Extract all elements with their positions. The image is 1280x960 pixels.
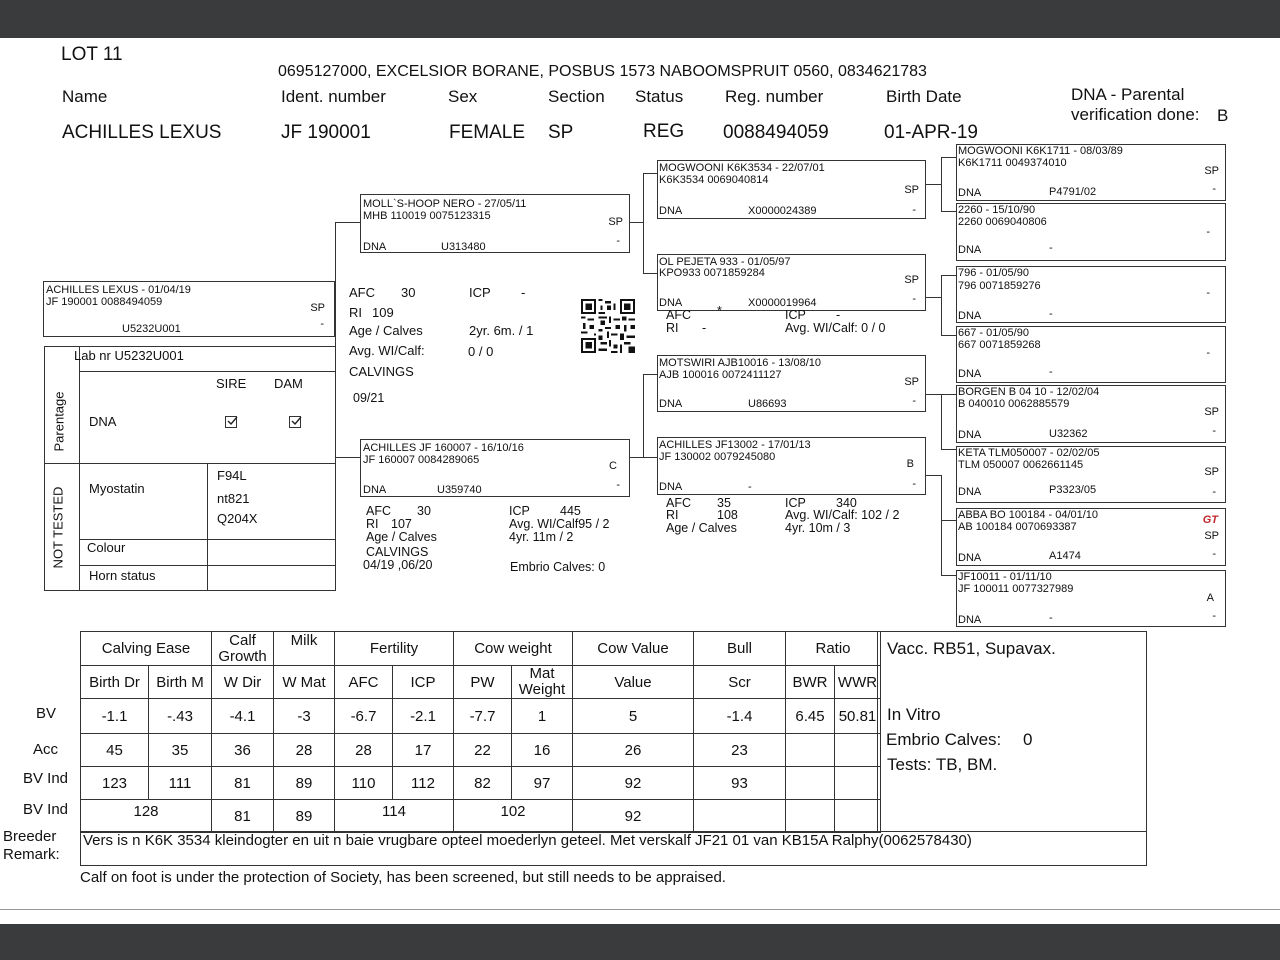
self-title: ACHILLES LEXUS - 01/04/19 [46, 284, 191, 296]
myostatin-f94l: F94L [217, 468, 247, 483]
lot-number: LOT 11 [61, 44, 123, 65]
ggp-dash: - [1212, 183, 1216, 195]
ind2-wwr [835, 800, 881, 833]
breeder-remark-label-1: Breeder [3, 828, 57, 845]
ggp-ids: B 040010 0062885579 [958, 398, 1070, 410]
gp-ids: AJB 100016 0072411127 [659, 369, 782, 381]
dam-ri-label: RI [366, 517, 379, 531]
gp-dna-label: DNA [659, 398, 683, 410]
gp-section: B [906, 458, 914, 470]
ggp-dna-label: DNA [958, 552, 982, 564]
bv-cell: 50.81 [835, 699, 881, 734]
col-birth-dr: Birth Dr [81, 666, 149, 699]
ind-cell: 97 [512, 767, 573, 800]
acc-cell: 16 [512, 734, 573, 767]
dam-age-value: 4yr. 11m / 2 [509, 530, 574, 544]
gp-dna: - [748, 481, 752, 493]
header-name: Name [62, 87, 108, 106]
embrio-calves-label: Embrio Calves: [886, 730, 1002, 749]
ind2-milk: 89 [274, 800, 335, 833]
qr-code [581, 299, 635, 353]
lab-number: Lab nr U5232U001 [74, 348, 184, 363]
col-birth-m: Birth M [149, 666, 212, 699]
ind-cell: 110 [335, 767, 393, 800]
ggp-box-4[interactable] [956, 326, 1226, 383]
dam-dna: U359740 [437, 484, 482, 496]
in-vitro-note: In Vitro [887, 705, 941, 724]
ggp-box-2[interactable] [956, 203, 1226, 261]
group-bull: Bull [694, 632, 786, 666]
ggp-dna-label: DNA [958, 429, 982, 441]
col-w-mat: W Mat [274, 666, 335, 699]
group-cow-weight: Cow weight [454, 632, 573, 666]
ggp-dna-label: DNA [958, 244, 982, 256]
self-afc-label: AFC [349, 285, 375, 300]
ggp-dna: - [1049, 612, 1053, 624]
bv-cell: -1.1 [81, 699, 149, 734]
sire-section: SP [608, 216, 623, 228]
ggp-box-3[interactable] [956, 266, 1226, 323]
gp-title: OL PEJETA 933 - 01/05/97 [659, 256, 791, 268]
gp3-icp-value: 340 [836, 496, 857, 510]
ggp-title: BORGEN B 04 10 - 12/02/04 [958, 386, 1100, 398]
ind2-calf-growth: 81 [212, 800, 274, 833]
ggp-ids: 2260 0069040806 [958, 216, 1047, 228]
ggp-section: SP [1204, 165, 1219, 177]
ggp-ids: K6K1711 0049374010 [958, 157, 1067, 169]
ggp-dash: - [1206, 347, 1210, 359]
dam-calvings-value: 04/19 ,06/20 [363, 558, 433, 572]
header-birth: Birth Date [886, 87, 962, 106]
bv-cell: 6.45 [786, 699, 835, 734]
row-label-acc: Acc [33, 741, 59, 758]
breeder-contact: 0695127000, EXCELSIOR BORANE, POSBUS 1573 NABOOMSPRUIT 0560, 0834621783 [278, 63, 927, 80]
ggp-dash: - [1212, 425, 1216, 437]
ind-cell [835, 767, 881, 800]
dna-row-label: DNA [89, 414, 117, 429]
gp-dna-label: DNA [659, 481, 683, 493]
self-icp-value: - [521, 285, 526, 300]
self-dna: U5232U001 [122, 323, 181, 335]
sire-box[interactable] [360, 194, 630, 253]
sire-ids: MHB 110019 0075123315 [363, 210, 491, 222]
gp3-afc-value: 35 [717, 496, 731, 510]
ggp-title: ABBA BO 100184 - 04/01/10 [958, 509, 1099, 521]
dam-dna-checkbox [289, 416, 301, 428]
ind-cell: 123 [81, 767, 149, 800]
dna-verification-value: B [1217, 106, 1229, 125]
ggp-box-6[interactable] [956, 446, 1226, 503]
group-calving-ease: Calving Ease [81, 632, 212, 666]
ggp-ids: 796 0071859276 [958, 280, 1041, 292]
bv-cell: 1 [512, 699, 573, 734]
gp-box-2[interactable] [657, 254, 926, 311]
ggp-gt-mark: GT [1202, 514, 1218, 526]
ggp-section: SP [1204, 406, 1219, 418]
header-ident: Ident. number [281, 87, 386, 106]
header-sex: Sex [448, 87, 478, 106]
self-calvings-label: CALVINGS [349, 364, 414, 379]
bv-cell: -3 [274, 699, 335, 734]
acc-cell: 28 [274, 734, 335, 767]
ggp-dna: - [1049, 242, 1053, 254]
gp3-age-label: Age / Calves [666, 521, 737, 535]
ggp-dna: - [1049, 308, 1053, 320]
tests-note: Tests: TB, BM. [887, 755, 998, 774]
sire-dna: U313480 [441, 241, 486, 253]
embrio-calves-value: 0 [1023, 730, 1033, 749]
self-age-label: Age / Calves [349, 323, 423, 338]
ind2-calving-ease: 128 [81, 800, 212, 833]
ggp-dash: - [1212, 610, 1216, 622]
ggp-title: JF10011 - 01/11/10 [958, 571, 1052, 583]
dam-icp-value: 445 [560, 504, 581, 518]
ggp-box-1[interactable] [956, 144, 1226, 201]
bv-cell: -7.7 [454, 699, 512, 734]
self-calvings-value: 09/21 [353, 391, 385, 405]
ggp-section: SP [1204, 530, 1219, 542]
animal-status: REG [643, 121, 685, 142]
ind-cell [786, 767, 835, 800]
bottom-bar [0, 924, 1280, 960]
bv-cell: -2.1 [393, 699, 454, 734]
header-section: Section [548, 87, 605, 106]
ggp-dna: A1474 [1049, 550, 1081, 562]
gp-ids: KPO933 0071859284 [659, 267, 765, 279]
not-tested-label: NOT TESTED [50, 486, 66, 569]
ggp-dna-label: DNA [958, 486, 982, 498]
col-w-dir: W Dir [212, 666, 274, 699]
self-ids: JF 190001 0088494059 [46, 296, 163, 308]
dam-ri-value: 107 [391, 517, 412, 531]
acc-cell: 26 [573, 734, 694, 767]
bv-cell: -1.4 [694, 699, 786, 734]
bv-cell: 5 [573, 699, 694, 734]
header-dna-2: verification done: [1071, 105, 1200, 124]
ind2-fertility: 114 [335, 800, 454, 833]
gp1-icp-label: ICP [785, 308, 806, 322]
animal-reg: 0088494059 [723, 122, 829, 143]
dam-title: ACHILLES JF 160007 - 16/10/16 [363, 442, 524, 454]
bv-cell: -6.7 [335, 699, 393, 734]
vaccination-note: Vacc. RB51, Supavax. [887, 639, 1056, 658]
ind-cell: 93 [694, 767, 786, 800]
self-afc-value: 30 [401, 285, 416, 300]
acc-cell: 22 [454, 734, 512, 767]
animal-ident: JF 190001 [281, 122, 371, 143]
breeding-values-table [80, 631, 881, 833]
dam-box[interactable] [360, 439, 630, 497]
gp-dash: - [912, 204, 916, 216]
ggp-dna: U32362 [1049, 428, 1088, 440]
ind-cell: 81 [212, 767, 274, 800]
gp-dna: X0000019964 [748, 297, 817, 309]
acc-cell: 35 [149, 734, 212, 767]
ggp-dna-label: DNA [958, 187, 982, 199]
dam-ids: JF 160007 0084289065 [363, 454, 480, 466]
gp3-wi: Avg. WI/Calf: 102 / 2 [785, 508, 900, 522]
side-notes-box [877, 631, 1147, 832]
ggp-title: MOGWOONI K6K1711 - 08/03/89 [958, 145, 1123, 157]
breeder-remark-label-2: Remark: [3, 846, 60, 863]
gp-section: SP [904, 376, 919, 388]
animal-birth: 01-APR-19 [884, 122, 978, 143]
gp-box-1[interactable] [657, 160, 926, 219]
acc-cell [835, 734, 881, 767]
dam-dna-label: DNA [363, 484, 387, 496]
dam-column-label: DAM [274, 376, 303, 391]
sire-dash: - [616, 235, 620, 247]
gp1-ri-value: - [702, 321, 707, 335]
gp1-icp-value: - [836, 308, 841, 322]
ggp-dna-label: DNA [958, 368, 982, 380]
group-fertility: Fertility [335, 632, 454, 666]
ind-cell: 111 [149, 767, 212, 800]
col-mat-weight: Mat Weight [512, 666, 573, 699]
ggp-dna-label: DNA [958, 310, 982, 322]
col-icp: ICP [393, 666, 454, 699]
self-age-value: 2yr. 6m. / 1 [469, 323, 534, 338]
self-section: SP [310, 302, 325, 314]
ggp-dash: - [1206, 226, 1210, 238]
col-scr: Scr [694, 666, 786, 699]
ggp-section: SP [1204, 466, 1219, 478]
ind2-bwr [786, 800, 835, 833]
breeder-remark-text: Vers is n K6K 3534 kleindogter en uit n baie vrugbare opteel moederlyn geteel. Met verskalf JF21 01 van KB15A Ralphy(0062578430) [83, 832, 972, 849]
myostatin-q204x: Q204X [217, 511, 258, 526]
ind2-cow-value: 92 [573, 800, 694, 833]
header-status: Status [635, 87, 684, 106]
acc-cell: 36 [212, 734, 274, 767]
group-calf-growth: Calf Growth [212, 632, 274, 666]
gp3-ri-label: RI [666, 508, 679, 522]
ggp-ids: 667 0071859268 [958, 339, 1041, 351]
ggp-dna: P3323/05 [1049, 484, 1097, 496]
horn-status-label: Horn status [89, 568, 156, 583]
ind-cell: 92 [573, 767, 694, 800]
myostatin-label: Myostatin [89, 481, 145, 496]
acc-cell: 17 [393, 734, 454, 767]
gp-dna: X0000024389 [748, 205, 817, 217]
header-reg: Reg. number [725, 87, 824, 106]
gp3-icp-label: ICP [785, 496, 806, 510]
gp-title: MOTSWIRI AJB10016 - 13/08/10 [659, 357, 822, 369]
col-pw: PW [454, 666, 512, 699]
ggp-box-5[interactable] [956, 385, 1226, 443]
bv-cell: -4.1 [212, 699, 274, 734]
acc-cell [786, 734, 835, 767]
footer-note: Calf on foot is under the protection of Society, has been screened, but still needs to be appraised. [80, 869, 726, 886]
dam-calvings-label: CALVINGS [366, 545, 429, 559]
gp-box-4[interactable] [657, 437, 926, 495]
ggp-ids: JF 100011 0077327989 [958, 583, 1074, 595]
acc-cell: 45 [81, 734, 149, 767]
group-milk: Milk [274, 632, 335, 666]
col-value: Value [573, 666, 694, 699]
ggp-ids: TLM 050007 0062661145 [958, 459, 1084, 471]
gp-ids: K6K3534 0069040814 [659, 174, 769, 186]
sire-dna-label: DNA [363, 241, 387, 253]
sire-dna-checkbox [225, 416, 237, 428]
col-bwr: BWR [786, 666, 835, 699]
gp-dna-label: DNA [659, 297, 683, 309]
self-wi-label: Avg. WI/Calf: [349, 343, 425, 358]
self-icp-label: ICP [469, 285, 491, 300]
row-label-bv-ind-combined: BV Ind [23, 801, 69, 818]
ggp-box-8[interactable] [956, 570, 1226, 627]
group-ratio: Ratio [786, 632, 881, 666]
row-label-bv-ind: BV Ind [23, 770, 69, 787]
dam-section: C [609, 460, 617, 472]
dam-wi: Avg. WI/Calf95 / 2 [509, 517, 610, 531]
gp-dash: - [912, 293, 916, 305]
self-dash: - [320, 318, 324, 330]
ggp-title: 667 - 01/05/90 [958, 327, 1029, 339]
lab-box [44, 346, 336, 591]
gp-dash: - [912, 478, 916, 490]
gp1-afc-label: AFC [666, 308, 691, 322]
animal-name: ACHILLES LEXUS [62, 122, 222, 143]
ggp-dash: - [1212, 548, 1216, 560]
ggp-dash: - [1206, 287, 1210, 299]
ind-cell: 112 [393, 767, 454, 800]
dam-age-label: Age / Calves [366, 530, 437, 544]
gp-title: MOGWOONI K6K3534 - 22/07/01 [659, 162, 825, 174]
gp1-ri-label: RI [666, 321, 679, 335]
animal-section: SP [548, 122, 574, 143]
top-bar [0, 0, 1280, 38]
dam-afc-label: AFC [366, 504, 391, 518]
gp-dna: U86693 [748, 398, 787, 410]
self-wi-value: 0 / 0 [468, 344, 494, 359]
self-ri-label: RI [349, 305, 362, 320]
footer-divider [0, 909, 1280, 910]
ggp-dna: P4791/02 [1049, 186, 1097, 198]
ind2-bull [694, 800, 786, 833]
breeder-remark-box [80, 831, 1147, 866]
gp1-wi: Avg. WI/Calf: 0 / 0 [785, 321, 886, 335]
gp-box-3[interactable] [657, 355, 926, 412]
gp-title: ACHILLES JF13002 - 17/01/13 [659, 439, 811, 451]
gp3-afc-label: AFC [666, 496, 691, 510]
ggp-box-7[interactable] [956, 508, 1226, 566]
gp-ids: JF 130002 0079245080 [659, 451, 776, 463]
gp-section: SP [904, 184, 919, 196]
self-ri-value: 109 [372, 305, 394, 320]
ind-cell: 89 [274, 767, 335, 800]
acc-cell: 28 [335, 734, 393, 767]
ggp-title: 2260 - 15/10/90 [958, 204, 1036, 216]
ind2-cow-weight: 102 [454, 800, 573, 833]
dam-icp-label: ICP [509, 504, 530, 518]
gp3-ri-value: 108 [717, 508, 738, 522]
row-label-bv: BV [36, 705, 57, 722]
animal-sex: FEMALE [449, 122, 526, 143]
ggp-dash: - [1212, 486, 1216, 498]
colour-label: Colour [87, 540, 126, 555]
acc-cell: 23 [694, 734, 786, 767]
gp3-age-value: 4yr. 10m / 3 [785, 521, 851, 535]
ind-cell: 82 [454, 767, 512, 800]
gp-dash: - [912, 395, 916, 407]
ggp-dna-label: DNA [958, 614, 982, 626]
dam-dash: - [616, 479, 620, 491]
col-afc: AFC [335, 666, 393, 699]
header-dna-1: DNA - Parental [1071, 85, 1185, 104]
ggp-title: 796 - 01/05/90 [958, 267, 1029, 279]
dam-afc-value: 30 [417, 504, 431, 518]
self-pedigree-box [43, 281, 335, 337]
gp-section: SP [904, 274, 919, 286]
gp1-afc-value: * [717, 304, 722, 318]
sire-column-label: SIRE [216, 376, 247, 391]
parentage-label: Parentage [51, 391, 67, 452]
group-cow-value: Cow Value [573, 632, 694, 666]
dam-embrio: Embrio Calves: 0 [510, 560, 606, 574]
ggp-section: A [1206, 592, 1214, 604]
bv-cell: -.43 [149, 699, 212, 734]
ggp-dna: - [1049, 366, 1053, 378]
ggp-title: KETA TLM050007 - 02/02/05 [958, 447, 1100, 459]
myostatin-nt821: nt821 [217, 491, 250, 506]
gp-dna-label: DNA [659, 205, 683, 217]
sire-title: MOLL`S-HOOP NERO - 27/05/11 [363, 198, 527, 210]
col-wwr: WWR [835, 666, 881, 699]
ggp-ids: AB 100184 0070693387 [958, 521, 1077, 533]
